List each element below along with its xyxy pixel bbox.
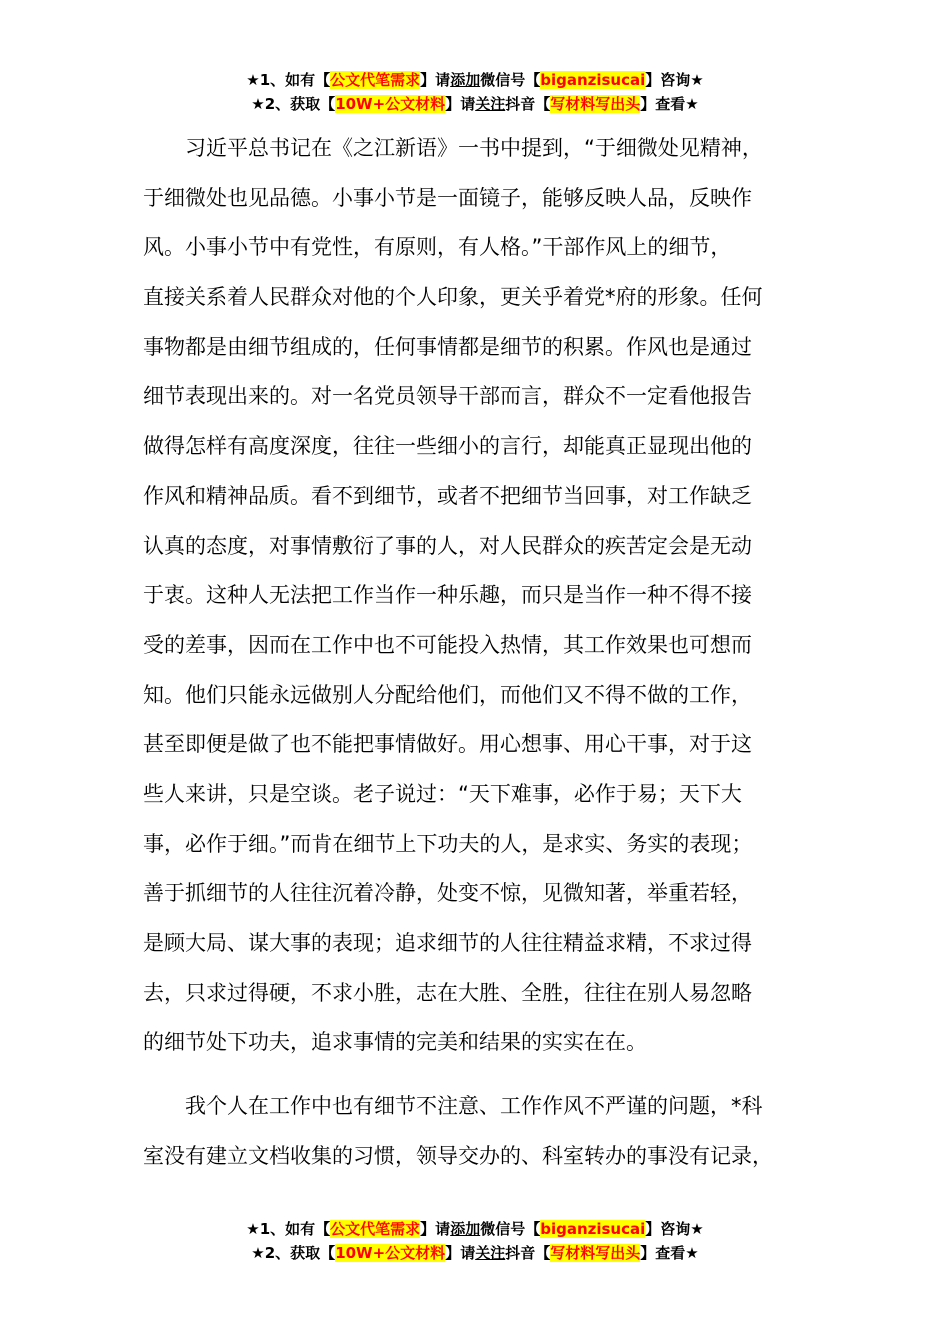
banner-text: 】请 bbox=[445, 1244, 476, 1262]
text-line: 认真的态度，对事情敷衍了事的人，对人民群众的疾苦定会是无动 bbox=[143, 533, 752, 558]
banner-text: ★1、如有【 bbox=[246, 71, 331, 89]
banner-text: 抖音【 bbox=[505, 1244, 551, 1262]
text-line: 作风和精神品质。看不到细节，或者不把细节当回事，对工作缺乏 bbox=[143, 483, 752, 508]
text-line: 细节表现出来的。对一名党员领导干部而言，群众不一定看他报告 bbox=[143, 384, 752, 409]
paragraph-1 bbox=[143, 124, 809, 1068]
banner-text: 】请 bbox=[445, 95, 476, 113]
banner-text: 】咨询★ bbox=[645, 71, 704, 89]
text-line: 善于抓细节的人往往沉着冷静，处变不惊，见微知著，举重若轻， bbox=[143, 881, 752, 906]
highlight-text: 公文代笔需求 bbox=[330, 71, 421, 89]
banner-text: 微信号【 bbox=[480, 71, 541, 89]
underlined-text: 添加 bbox=[450, 1220, 481, 1238]
underlined-text: 添加 bbox=[450, 71, 481, 89]
text-line: 是顾大局、谋大事的表现；追求细节的人往往精益求精，不求过得 bbox=[143, 931, 752, 955]
douyin-id-highlight: 写材料写出头 bbox=[550, 95, 641, 113]
header-banner bbox=[0, 68, 950, 116]
text-line: 直接关系着人民群众对他的个人印象，更关乎着党*府的形象。任何 bbox=[143, 285, 763, 310]
banner-text: 】咨询★ bbox=[645, 1220, 704, 1238]
document-body bbox=[143, 124, 809, 1181]
text-line: 风。小事小节中有党性，有原则，有人格。”干部作风上的细节， bbox=[143, 235, 732, 260]
banner-text: 微信号【 bbox=[480, 1220, 541, 1238]
douyin-id-highlight: 写材料写出头 bbox=[550, 1244, 641, 1262]
text-line: 去，只求过得硬，不求小胜，志在大胜、全胜，往往在别人易忽略 bbox=[143, 980, 752, 1005]
text-line: 我个人在工作中也有细节不注意、工作作风不严谨的问题，*科 bbox=[143, 1094, 763, 1119]
banner-text: 】查看★ bbox=[640, 1244, 699, 1262]
banner-line-1 bbox=[0, 1217, 950, 1241]
paragraph-spacer bbox=[143, 1068, 809, 1082]
banner-text: 】查看★ bbox=[640, 95, 699, 113]
banner-text: 】请 bbox=[420, 1220, 451, 1238]
highlight-text: 10W+公文材料 bbox=[335, 95, 446, 113]
text-line: 的细节处下功夫，追求事情的完美和结果的实实在在。 bbox=[143, 1030, 647, 1055]
text-line: 事物都是由细节组成的，任何事情都是细节的积累。作风也是通过 bbox=[143, 334, 752, 359]
banner-text: ★2、获取【 bbox=[251, 95, 336, 113]
banner-line-2 bbox=[0, 92, 950, 116]
text-line: 事，必作于细。”而肯在细节上下功夫的人，是求实、务实的表现； bbox=[143, 831, 753, 856]
underlined-text: 关注 bbox=[475, 95, 506, 113]
wechat-id-highlight: biganzisucai bbox=[540, 71, 646, 89]
paragraph-2 bbox=[143, 1082, 809, 1181]
highlight-text: 公文代笔需求 bbox=[330, 1220, 421, 1238]
footer-banner bbox=[0, 1217, 950, 1265]
banner-text: ★2、获取【 bbox=[251, 1244, 336, 1262]
text-line: 些人来讲，只是空谈。老子说过：“天下难事，必作于易；天下大 bbox=[143, 781, 742, 806]
highlight-text: 10W+公文材料 bbox=[335, 1244, 446, 1262]
underlined-text: 关注 bbox=[475, 1244, 506, 1262]
text-line: 知。他们只能永远做别人分配给他们，而他们又不得不做的工作， bbox=[143, 682, 752, 707]
banner-text: 抖音【 bbox=[505, 95, 551, 113]
text-line: 甚至即便是做了也不能把事情做好。用心想事、用心干事，对于这 bbox=[143, 732, 752, 757]
banner-text: ★1、如有【 bbox=[246, 1220, 331, 1238]
banner-line-1 bbox=[0, 68, 950, 92]
text-line: 做得怎样有高度深度，往往一些细小的言行，却能真正显现出他的 bbox=[143, 434, 752, 459]
text-line: 室没有建立文档收集的习惯，领导交办的、科室转办的事没有记录， bbox=[143, 1143, 773, 1168]
text-line: 于衷。这种人无法把工作当作一种乐趣，而只是当作一种不得不接 bbox=[143, 583, 752, 608]
banner-line-2 bbox=[0, 1241, 950, 1265]
wechat-id-highlight: biganzisucai bbox=[540, 1220, 646, 1238]
text-line: 受的差事，因而在工作中也不可能投入热情，其工作效果也可想而 bbox=[143, 632, 752, 657]
text-line: 于细微处也见品德。小事小节是一面镜子，能够反映人品，反映作 bbox=[143, 185, 752, 210]
text-line: 习近平总书记在《之江新语》一书中提到，“于细微处见精神， bbox=[143, 136, 763, 160]
banner-text: 】请 bbox=[420, 71, 451, 89]
